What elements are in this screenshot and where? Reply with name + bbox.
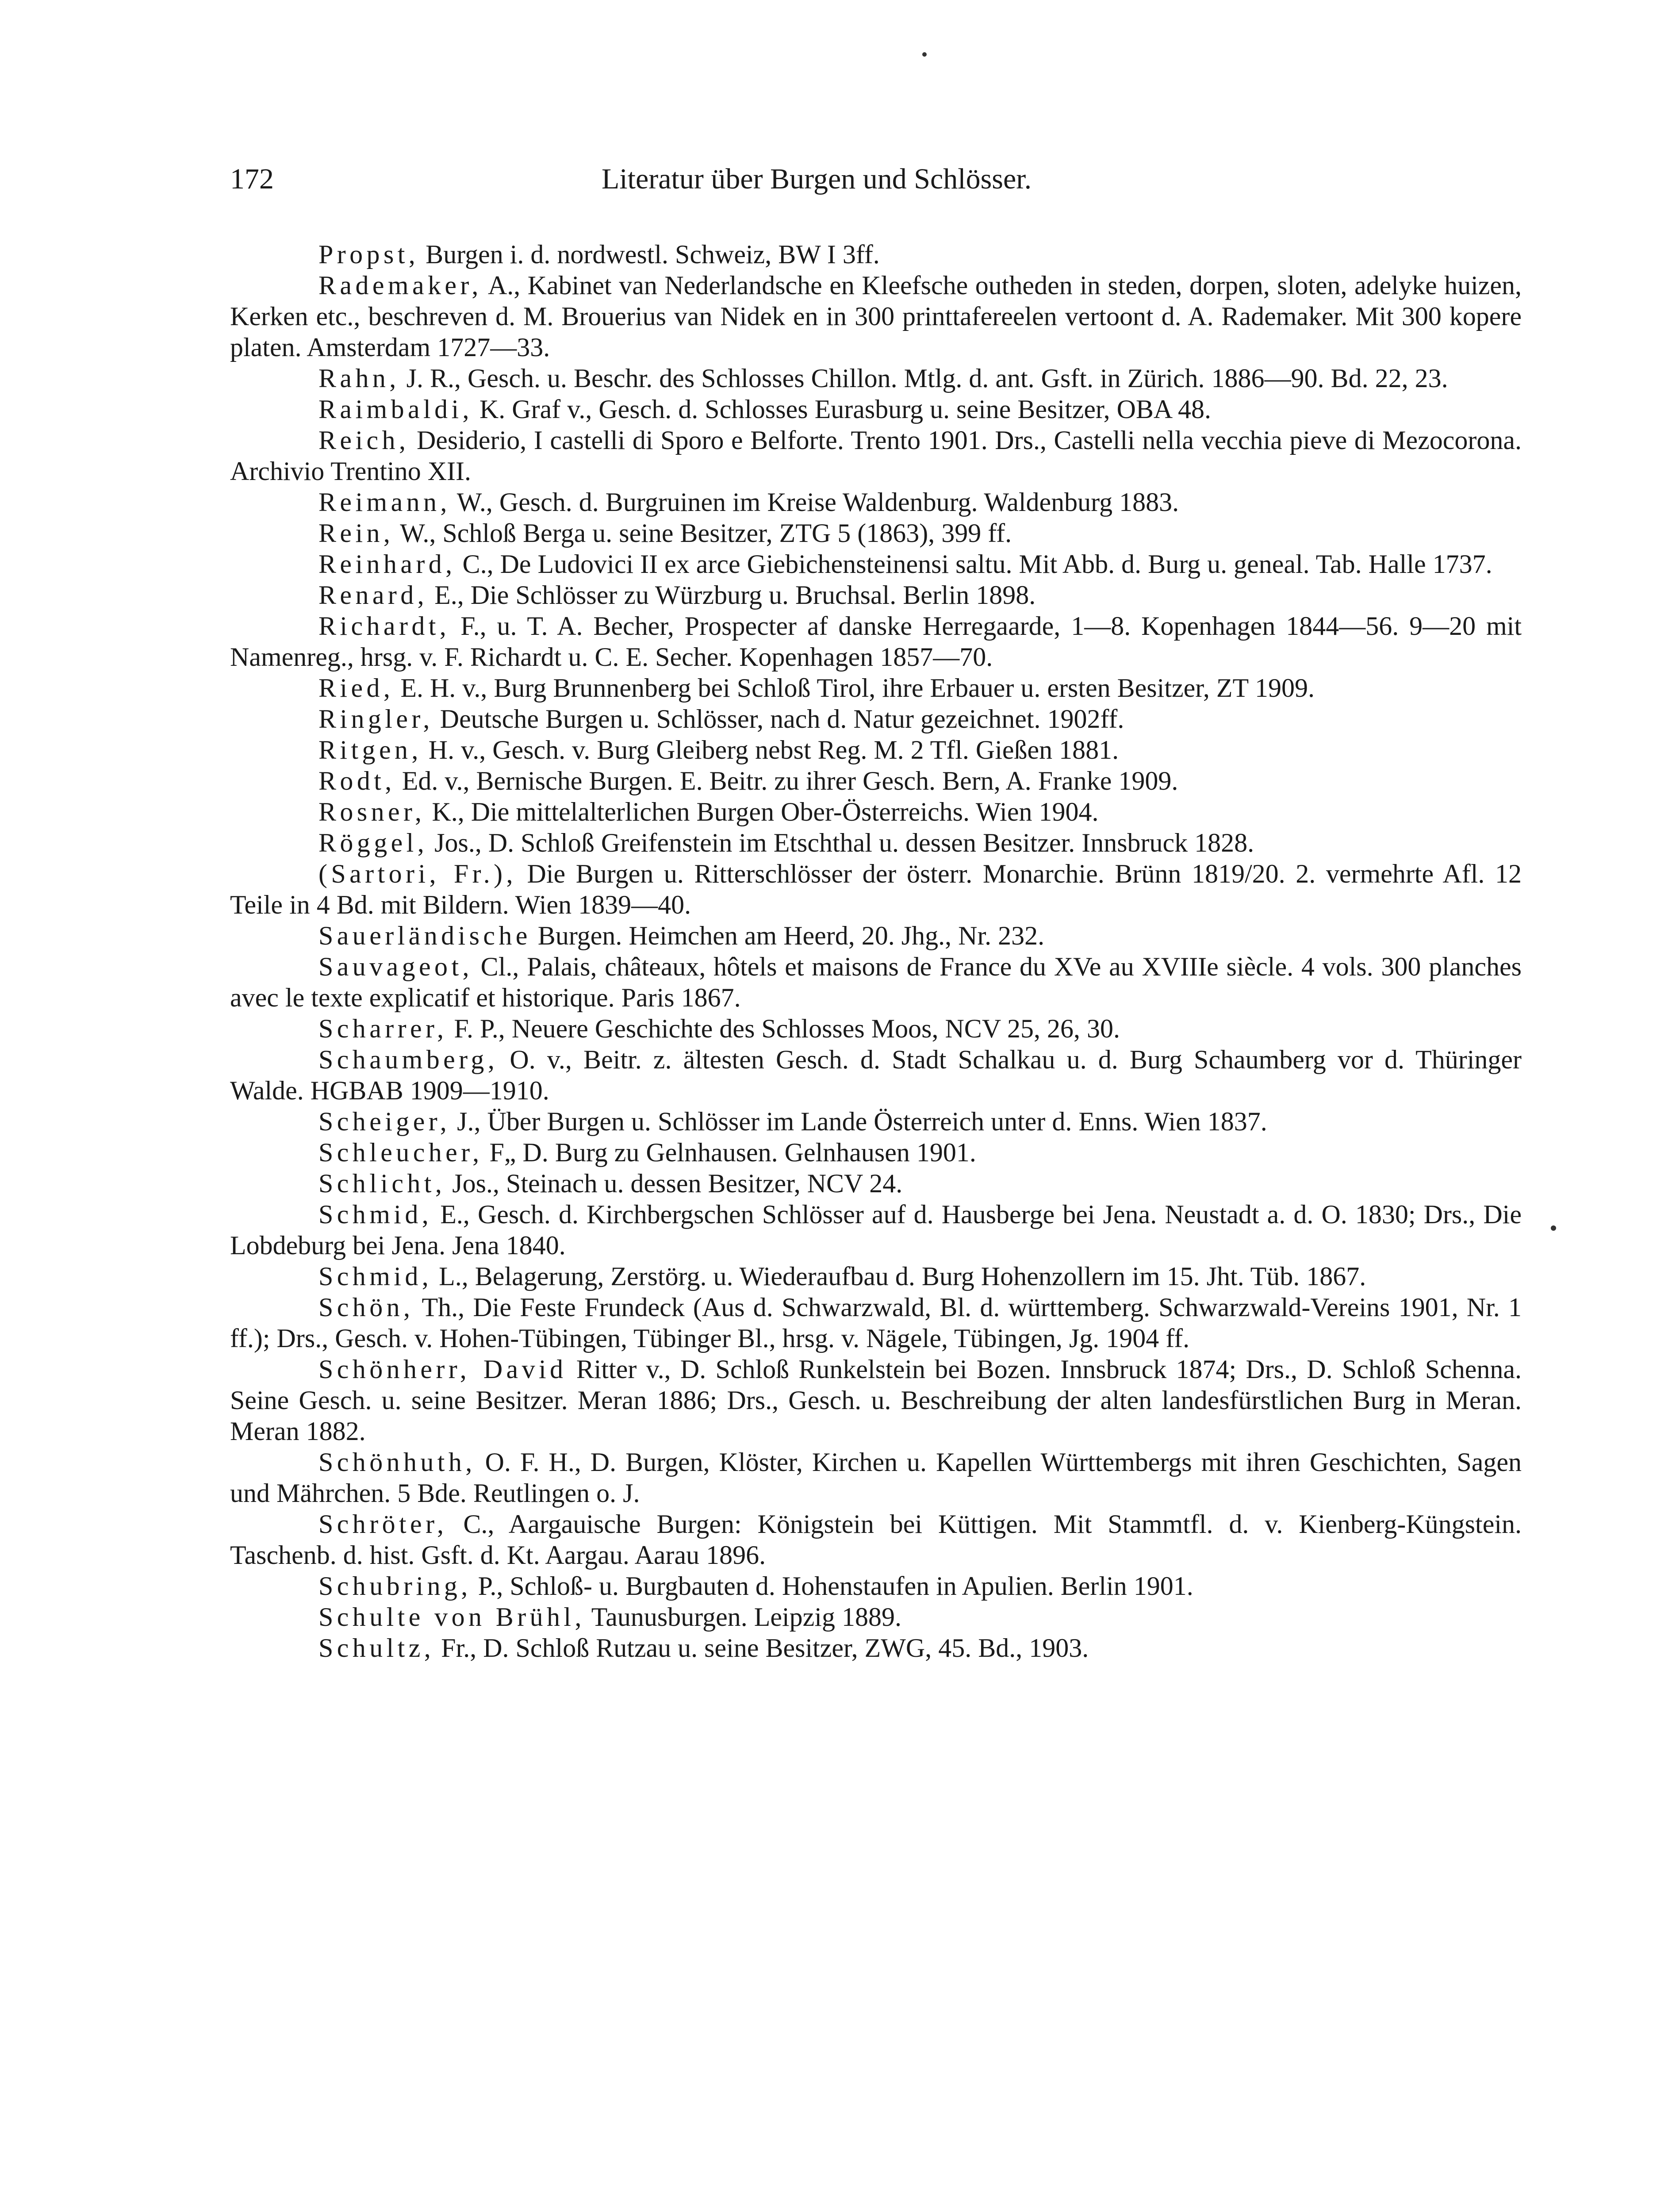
entry-text: Burgen i. d. nordwestl. Schweiz, BW I 3ff. — [419, 240, 880, 269]
entry-author: Propst, — [318, 240, 419, 269]
entry-text: K. Graf v., Gesch. d. Schlosses Eurasburg u. seine Besitzer, OBA 48. — [472, 395, 1211, 424]
bibliography-entry — [230, 1571, 1522, 1601]
entry-text: Jos., D. Schloß Greifenstein im Etschthal u. dessen Besitzer. Innsbruck 1828. — [428, 828, 1254, 857]
bibliography-entry — [230, 1137, 1522, 1168]
entry-text: C., De Ludovici II ex arce Giebichensteinensi saltu. Mit Abb. d. Burg u. geneal. Tab. Halle 1737. — [456, 549, 1492, 579]
entry-text: C., Aargauische Burgen: Königstein bei Küttigen. Mit Stammtfl. d. v. Kienberg-Küngstein. Taschenb. d. hist. Gsft. d. Kt. Aargau. Aarau 1896. — [230, 1509, 1522, 1570]
entry-author: Schröter, — [318, 1509, 448, 1539]
entry-author: Scheiger, — [318, 1107, 451, 1136]
bibliography-entry — [230, 827, 1522, 858]
entry-text: L., Belagerung, Zerstörg. u. Wiederaufbau d. Burg Hohenzollern im 15. Jht. Tüb. 1867. — [432, 1262, 1366, 1291]
entry-text: P., Schloß- u. Burgbauten d. Hohenstaufen in Apulien. Berlin 1901. — [471, 1571, 1193, 1601]
entry-text: Ed. v., Bernische Burgen. E. Beitr. zu ihrer Gesch. Bern, A. Franke 1909. — [395, 766, 1178, 795]
entry-author: Reinhard, — [318, 549, 456, 579]
bibliography-entry — [230, 1354, 1522, 1447]
entry-author: Schmid, — [318, 1262, 433, 1291]
entry-author: Rahn, — [318, 364, 400, 393]
entry-author: Rodt, — [318, 766, 395, 795]
bibliography-entry — [230, 518, 1522, 549]
entry-author: Raimbaldi, — [318, 395, 473, 424]
page-header — [230, 161, 1522, 197]
entry-author: Schön, — [318, 1293, 414, 1322]
entry-author: Rademaker, — [318, 271, 482, 300]
entry-author: Sauerländische — [318, 921, 531, 950]
entry-author: Reimann, — [318, 488, 451, 517]
bibliography-entry — [230, 1447, 1522, 1509]
bibliography-list — [230, 239, 1522, 1663]
entry-author: Schleucher, — [318, 1138, 483, 1167]
bibliography-entry — [230, 1168, 1522, 1199]
bibliography-entry — [230, 1044, 1522, 1106]
running-title: Literatur über Burgen und Schlösser. — [602, 163, 1032, 195]
entry-author: Sauvageot, — [318, 952, 473, 981]
page-number: 172 — [230, 163, 274, 195]
bibliography-entry — [230, 1632, 1522, 1663]
bibliography-entry — [230, 611, 1522, 672]
bibliography-entry — [230, 1292, 1522, 1354]
entry-author: Schönhuth, — [318, 1448, 476, 1477]
bibliography-entry — [230, 549, 1522, 580]
entry-author: Schulte von Brühl, — [318, 1602, 585, 1632]
bibliography-entry — [230, 920, 1522, 951]
entry-text: E., Die Schlösser zu Würzburg u. Bruchsal. Berlin 1898. — [428, 580, 1036, 610]
speck-mark — [1551, 1225, 1556, 1231]
bibliography-entry — [230, 765, 1522, 796]
bibliography-entry — [230, 1509, 1522, 1571]
entry-text: Deutsche Burgen u. Schlösser, nach d. Natur gezeichnet. 1902ff. — [433, 704, 1124, 733]
bibliography-entry — [230, 672, 1522, 703]
entry-text: W., Gesch. d. Burgruinen im Kreise Waldenburg. Waldenburg 1883. — [450, 488, 1179, 517]
bibliography-entry — [230, 1106, 1522, 1137]
bibliography-entry — [230, 580, 1522, 611]
bibliography-entry — [230, 858, 1522, 920]
entry-author: Renard, — [318, 580, 428, 610]
bibliography-entry — [230, 394, 1522, 425]
entry-text: W., Schloß Berga u. seine Besitzer, ZTG 5 (1863), 399 ff. — [394, 518, 1012, 548]
entry-author: Rein, — [318, 518, 394, 548]
bibliography-entry — [230, 1601, 1522, 1632]
bibliography-entry — [230, 239, 1522, 270]
entry-author: Schultz, — [318, 1633, 435, 1663]
entry-text: Jos., Steinach u. dessen Besitzer, NCV 24. — [445, 1169, 903, 1198]
bibliography-entry — [230, 270, 1522, 363]
entry-text: Taunusburgen. Leipzig 1889. — [585, 1602, 901, 1632]
entry-author: Rosner, — [318, 797, 426, 826]
entry-text: A., Kabinet van Nederlandsche en Kleefsche outheden in steden, dorpen, sloten, adelyke huizen, Kerken etc., beschreven d. M. Brouerius van Nidek en in 300 printtafereelen vertoont d. A. Rademaker. Mit 300 kopere platen. Amsterdam 1727—33. — [230, 271, 1522, 362]
speck-mark — [922, 52, 927, 57]
bibliography-entry — [230, 425, 1522, 487]
entry-text: Die Burgen u. Ritterschlösser der österr. Monarchie. Brünn 1819/20. 2. vermehrte Afl. 12 Teile in 4 Bd. mit Bildern. Wien 1839—40. — [230, 859, 1522, 919]
bibliography-entry — [230, 796, 1522, 827]
entry-text: K., Die mittelalterlichen Burgen Ober-Österreichs. Wien 1904. — [425, 797, 1099, 826]
entry-author: (Sartori, Fr.), — [318, 859, 517, 888]
entry-text: J., Über Burgen u. Schlösser im Lande Österreich unter d. Enns. Wien 1837. — [450, 1107, 1267, 1136]
entry-author: Schaumberg, — [318, 1045, 499, 1074]
entry-text: E., Gesch. d. Kirchbergschen Schlösser auf d. Hausberge bei Jena. Neustadt a. d. O. 1830; Drs., Die Lobdeburg bei Jena. Jena 1840. — [230, 1200, 1522, 1260]
bibliography-entry — [230, 703, 1522, 734]
entry-author: Schubring, — [318, 1571, 472, 1601]
entry-author: Ried, — [318, 673, 394, 703]
entry-text: F„ D. Burg zu Gelnhausen. Gelnhausen 1901. — [483, 1138, 976, 1167]
bibliography-entry — [230, 1261, 1522, 1292]
entry-text: J. R., Gesch. u. Beschr. des Schlosses Chillon. Mtlg. d. ant. Gsft. in Zürich. 1886—90. Bd. 22, 23. — [399, 364, 1448, 393]
entry-text: Desiderio, I castelli di Sporo e Belforte. Trento 1901. Drs., Castelli nella vecchia pieve di Mezocorona. Archivio Trentino XII. — [230, 426, 1522, 486]
bibliography-entry — [230, 1199, 1522, 1261]
entry-text: H. v., Gesch. v. Burg Gleiberg nebst Reg. M. 2 Tfl. Gießen 1881. — [422, 735, 1119, 764]
entry-text: Fr., D. Schloß Rutzau u. seine Besitzer, ZWG, 45. Bd., 1903. — [434, 1633, 1089, 1663]
entry-author: Scharrer, — [318, 1014, 448, 1043]
entry-author: Ringler, — [318, 704, 433, 733]
entry-text: Burgen. Heimchen am Heerd, 20. Jhg., Nr. 232. — [531, 921, 1045, 950]
entry-author: Schönherr, David — [318, 1355, 567, 1384]
bibliography-entry — [230, 1013, 1522, 1044]
entry-text: F. P., Neuere Geschichte des Schlosses Moos, NCV 25, 26, 30. — [447, 1014, 1120, 1043]
entry-text: E. H. v., Burg Brunnenberg bei Schloß Tirol, ihre Erbauer u. ersten Besitzer, ZT 1909. — [394, 673, 1315, 703]
entry-author: Ritgen, — [318, 735, 422, 764]
entry-text: O. F. H., D. Burgen, Klöster, Kirchen u. Kapellen Württembergs mit ihren Geschichten, Sagen und Mährchen. 5 Bde. Reutlingen o. J. — [230, 1448, 1522, 1508]
entry-author: Schlicht, — [318, 1169, 446, 1198]
bibliography-entry — [230, 951, 1522, 1013]
entry-text: Th., Die Feste Frundeck (Aus d. Schwarzwald, Bl. d. württemberg. Schwarzwald-Vereins 1901, Nr. 1 ff.); Drs., Gesch. v. Hohen-Tübingen, Tübinger Bl., hrsg. v. Nägele, Tübingen, Jg. 1904 ff. — [230, 1293, 1522, 1353]
entry-text: Ritter v., D. Schloß Runkelstein bei Bozen. Innsbruck 1874; Drs., D. Schloß Schenna. Seine Gesch. u. seine Besitzer. Meran 1886; Drs., Gesch. u. Beschreibung der alten landesfürstlichen Burg in Meran. Meran 1882. — [230, 1355, 1522, 1446]
bibliography-entry — [230, 363, 1522, 394]
entry-text: F., u. T. A. Becher, Prospecter af danske Herregaarde, 1—8. Kopenhagen 1844—56. 9—20 mit Namenreg., hrsg. v. F. Richardt u. C. E. Secher. Kopenhagen 1857—70. — [230, 611, 1522, 672]
bibliography-entry — [230, 734, 1522, 765]
entry-author: Richardt, — [318, 611, 450, 641]
entry-author: Schmid, — [318, 1200, 433, 1229]
entry-text: O. v., Beitr. z. ältesten Gesch. d. Stadt Schalkau u. d. Burg Schaumberg vor d. Thüringer Walde. HGBAB 1909—1910. — [230, 1045, 1522, 1105]
bibliography-entry — [230, 487, 1522, 518]
entry-author: Röggel, — [318, 828, 428, 857]
entry-author: Reich, — [318, 426, 410, 455]
entry-text: Cl., Palais, châteaux, hôtels et maisons de France du XVe au XVIIIe siècle. 4 vols. 300 planches avec le texte explicatif et historique. Paris 1867. — [230, 952, 1522, 1012]
